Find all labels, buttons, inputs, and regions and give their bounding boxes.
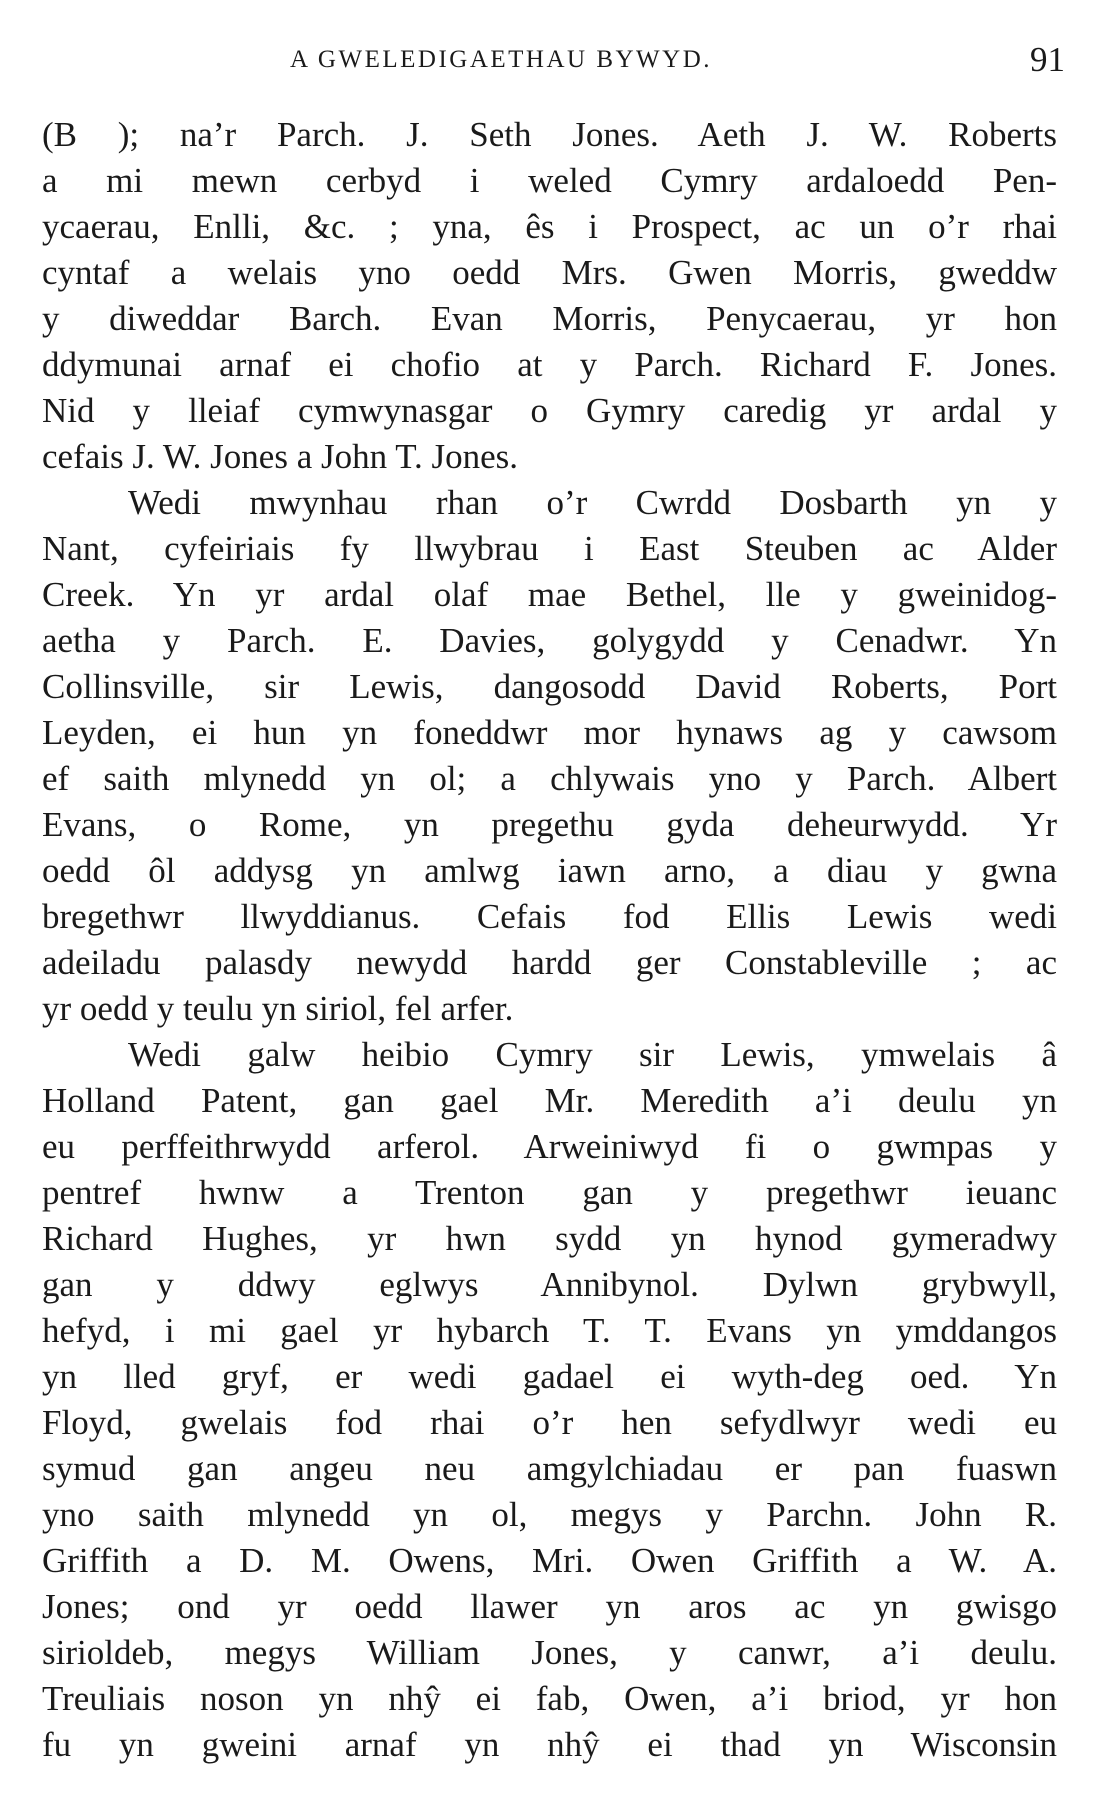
text-line: Treuliais noson yn nhŷ ei fab, Owen, a’i briod, yr hon [42, 1679, 1057, 1718]
text-line: Holland Patent, gan gael Mr. Meredith a’i deulu yn [42, 1081, 1057, 1120]
text-line: Griffith a D. M. Owens, Mri. Owen Griffith a W. A. [42, 1541, 1057, 1580]
text-line: aetha y Parch. E. Davies, golygydd y Cenadwr. Yn [42, 621, 1057, 660]
paragraph-1 [42, 112, 1057, 480]
text-line: Collinsville, sir Lewis, dangosodd David Roberts, Port [42, 667, 1057, 706]
text-line: fu yn gweini arnaf yn nhŷ ei thad yn Wisconsin [42, 1725, 1057, 1764]
text-line: eu perffeithrwydd arferol. Arweiniwyd fi o gwmpas y [42, 1127, 1057, 1166]
text-line: cyntaf a welais yno oedd Mrs. Gwen Morris, gweddw [42, 253, 1057, 292]
text-line: Floyd, gwelais fod rhai o’r hen sefydlwyr wedi eu [42, 1403, 1057, 1442]
paragraph-3 [42, 1032, 1057, 1768]
running-head [0, 40, 1105, 90]
text-line: (B ); na’r Parch. J. Seth Jones. Aeth J. W. Roberts [42, 115, 1057, 154]
text-line: Evans, o Rome, yn pregethu gyda deheurwydd. Yr [42, 805, 1057, 844]
text-line: Creek. Yn yr ardal olaf mae Bethel, lle y gweinidog- [42, 575, 1057, 614]
text-line: Richard Hughes, yr hwn sydd yn hynod gymeradwy [42, 1219, 1057, 1258]
text-line: ddymunai arnaf ei chofio at y Parch. Richard F. Jones. [42, 345, 1057, 384]
running-title: A GWELEDIGAETHAU BYWYD. [290, 46, 713, 73]
page-number: 91 [1030, 40, 1065, 79]
text-line: sirioldeb, megys William Jones, y canwr, a’i deulu. [42, 1633, 1057, 1672]
text-line: Nant, cyfeiriais fy llwybrau i East Steuben ac Alder [42, 529, 1057, 568]
text-line: adeiladu palasdy newydd hardd ger Constableville ; ac [42, 943, 1057, 982]
text-line: gan y ddwy eglwys Annibynol. Dylwn grybwyll, [42, 1265, 1057, 1304]
text-line: ef saith mlynedd yn ol; a chlywais yno y Parch. Albert [42, 759, 1057, 798]
text-line: Wedi mwynhau rhan o’r Cwrdd Dosbarth yn y [128, 483, 1057, 522]
paragraph-2 [42, 480, 1057, 1032]
text-line: Wedi galw heibio Cymry sir Lewis, ymwelais â [128, 1035, 1057, 1074]
text-line: y diweddar Barch. Evan Morris, Penycaerau, yr hon [42, 299, 1057, 338]
text-line: pentref hwnw a Trenton gan y pregethwr ieuanc [42, 1173, 1057, 1212]
text-line: oedd ôl addysg yn amlwg iawn arno, a diau y gwna [42, 851, 1057, 890]
text-line: bregethwr llwyddianus. Cefais fod Ellis Lewis wedi [42, 897, 1057, 936]
text-line: ycaerau, Enlli, &c. ; yna, ês i Prospect, ac un o’r rhai [42, 207, 1057, 246]
text-line: yno saith mlynedd yn ol, megys y Parchn. John R. [42, 1495, 1057, 1534]
text-line: symud gan angeu neu amgylchiadau er pan fuaswn [42, 1449, 1057, 1488]
text-line: hefyd, i mi gael yr hybarch T. T. Evans yn ymddangos [42, 1311, 1057, 1350]
text-line: Jones; ond yr oedd llawer yn aros ac yn gwisgo [42, 1587, 1057, 1626]
text-line: Nid y lleiaf cymwynasgar o Gymry caredig yr ardal y [42, 391, 1057, 430]
text-line: a mi mewn cerbyd i weled Cymry ardaloedd Pen- [42, 161, 1057, 200]
text-line: cefais J. W. Jones a John T. Jones. [42, 437, 519, 476]
body-text [42, 112, 1057, 1768]
text-line: Leyden, ei hun yn foneddwr mor hynaws ag y cawsom [42, 713, 1057, 752]
text-line: yn lled gryf, er wedi gadael ei wyth-deg oed. Yn [42, 1357, 1057, 1396]
text-line: yr oedd y teulu yn siriol, fel arfer. [42, 989, 514, 1028]
